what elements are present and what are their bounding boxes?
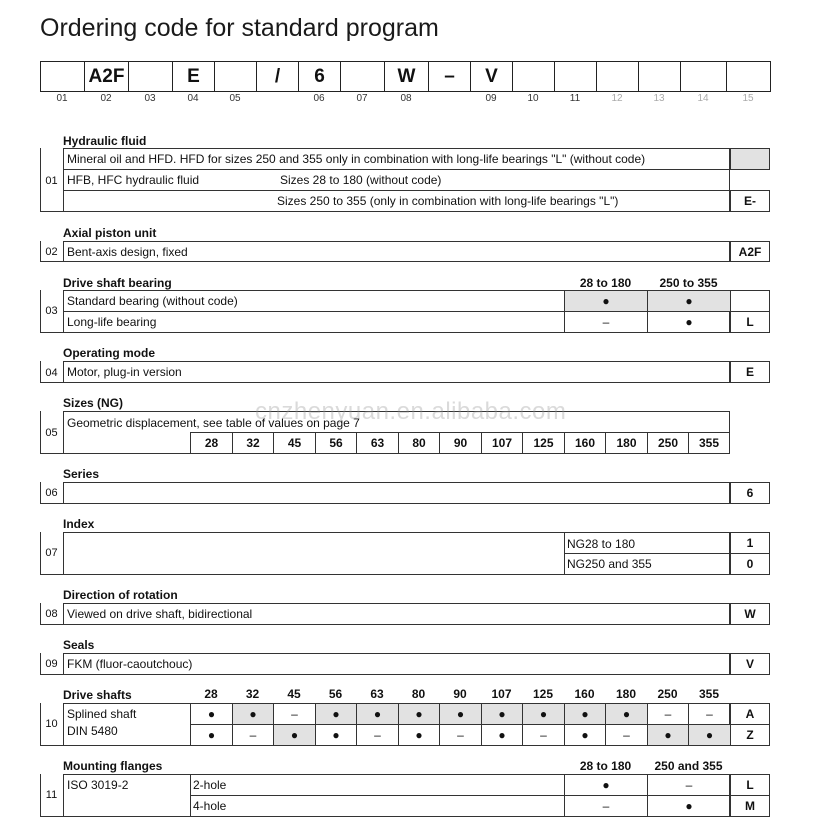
drive-shaft-size-header: 45	[287, 687, 301, 701]
drive-shaft-size-header: 28	[204, 687, 218, 701]
drive-shaft-availability-cell: –	[605, 725, 647, 745]
size-value-cell: 355	[688, 432, 730, 454]
code-position-box	[128, 61, 173, 92]
bearing-code-long-life: L	[730, 311, 770, 333]
drive-shaft-availability-cell: ●	[439, 704, 481, 724]
drive-shaft-availability-cell: ●	[605, 704, 647, 724]
rotation-row	[63, 603, 730, 625]
drive-shaft-availability-cell: ●	[315, 725, 356, 745]
code-position-box: 6	[298, 61, 341, 92]
code-position-number: 14	[697, 93, 709, 104]
drive-shaft-availability-cell: ●	[398, 704, 439, 724]
bearing-long-life-250-355: ●	[647, 312, 730, 332]
section-heading-series: Series	[63, 467, 100, 481]
hydraulic-code-3: E-	[730, 190, 770, 212]
drive-shaft-size-header: 63	[370, 687, 384, 701]
flange-col-2-header: 250 and 355	[654, 759, 723, 773]
size-value-cell: 250	[647, 432, 688, 454]
hydraulic-code-1	[730, 148, 770, 170]
hydraulic-row-1	[63, 148, 730, 170]
section-index: 09	[45, 658, 58, 670]
size-value-cell: 56	[315, 432, 356, 454]
drive-shaft-availability-cell: ●	[564, 704, 605, 724]
operating-row-text: Motor, plug-in version	[67, 365, 182, 379]
section-heading-direction-of-rotation: Direction of rotation	[63, 588, 178, 602]
code-position-number: 15	[742, 93, 754, 104]
size-value-cell: 80	[398, 432, 439, 454]
code-position-number: 10	[527, 93, 539, 104]
rotation-code: W	[730, 603, 770, 625]
code-position-box	[340, 61, 385, 92]
size-value-cell: 45	[273, 432, 315, 454]
section-index: 06	[45, 487, 58, 499]
flange-2hole-28-180: ●	[564, 775, 647, 795]
section-index: 10	[45, 718, 58, 730]
drive-shaft-size-header: 90	[453, 687, 467, 701]
drive-shaft-size-header: 355	[698, 687, 720, 701]
code-position-box	[40, 61, 85, 92]
axial-row	[63, 241, 730, 262]
code-position-number: 09	[485, 93, 497, 104]
flange-4hole-250-355: ●	[647, 796, 730, 816]
code-position-box: V	[470, 61, 513, 92]
code-position-number: 07	[356, 93, 368, 104]
seals-row-text: FKM (fluor-caoutchouc)	[67, 657, 193, 671]
section-heading-index: Index	[63, 517, 95, 531]
flange-code-l: L	[730, 774, 770, 796]
flange-code-m: M	[730, 795, 770, 817]
drive-shaft-availability-cell: –	[232, 725, 273, 745]
drive-shaft-availability-cell: ●	[273, 725, 315, 745]
code-position-box: E	[172, 61, 215, 92]
flange-col-1-header: 28 to 180	[579, 759, 632, 773]
section-index: 07	[45, 547, 58, 559]
drive-shaft-availability-cell: –	[439, 725, 481, 745]
bearing-code-standard	[730, 290, 770, 312]
drive-shaft-size-header: 32	[245, 687, 260, 701]
size-value-cell: 28	[190, 432, 232, 454]
drive-shaft-availability-cell: –	[522, 725, 564, 745]
series-row	[63, 482, 730, 504]
seals-code: V	[730, 653, 770, 675]
code-position-box	[726, 61, 771, 92]
flange-4hole-28-180: –	[564, 796, 647, 816]
code-position-box	[512, 61, 555, 92]
drive-shaft-availability-cell: ●	[522, 704, 564, 724]
drive-shaft-size-header: 107	[491, 687, 512, 701]
bearing-col-2-header: 250 to 355	[659, 276, 718, 290]
bearing-col-1-header: 28 to 180	[579, 276, 632, 290]
drive-shaft-availability-cell: –	[688, 704, 730, 724]
drive-shaft-size-header: 180	[615, 687, 637, 701]
drive-shaft-availability-cell: ●	[190, 704, 232, 724]
index-row-2-text: NG250 and 355	[567, 557, 652, 571]
code-position-number: 12	[611, 93, 623, 104]
page-title: Ordering code for standard program	[40, 14, 439, 42]
drive-shaft-size-header: 125	[532, 687, 554, 701]
operating-row	[63, 361, 730, 383]
drive-shaft-availability-cell: –	[647, 704, 688, 724]
section-heading-axial-piston-unit: Axial piston unit	[63, 226, 157, 240]
axial-code: A2F	[730, 241, 770, 262]
code-position-number: 03	[144, 93, 156, 104]
code-position-number: 01	[56, 93, 68, 104]
drive-shaft-code-a: A	[730, 703, 770, 725]
hydraulic-row-2-right: Sizes 28 to 180 (without code)	[280, 173, 442, 187]
bearing-standard-28-180: ●	[564, 291, 647, 311]
code-position-box	[214, 61, 257, 92]
flange-row-1-text: 2-hole	[193, 778, 227, 792]
drive-shaft-size-header: 80	[411, 687, 426, 701]
drive-shaft-availability-cell: ●	[647, 725, 688, 745]
drive-shaft-availability-cell: ●	[232, 704, 273, 724]
hydraulic-row-3	[63, 190, 730, 212]
section-heading-sizes: Sizes (NG)	[63, 396, 124, 410]
section-index: 04	[45, 367, 58, 379]
code-position-number: 08	[400, 93, 412, 104]
code-position-number: 05	[229, 93, 241, 104]
code-position-box: A2F	[84, 61, 129, 92]
size-value-cell: 32	[232, 432, 273, 454]
series-code: 6	[730, 482, 770, 504]
hydraulic-row-2	[63, 169, 730, 191]
section-index: 01	[45, 175, 58, 187]
code-position-number: 13	[653, 93, 665, 104]
code-position-box: –	[428, 61, 471, 92]
bearing-long-life-28-180: –	[564, 312, 647, 332]
code-position-box	[554, 61, 597, 92]
size-value-cell: 125	[522, 432, 564, 454]
drive-shaft-label-1: Splined shaft	[67, 707, 137, 721]
drive-shaft-availability-cell: ●	[688, 725, 730, 745]
drive-shaft-availability-cell: ●	[356, 704, 398, 724]
drive-shaft-size-header: 250	[657, 687, 678, 701]
flange-row-2-text: 4-hole	[193, 799, 227, 813]
hydraulic-row-3-right: Sizes 250 to 355 (only in combination with long-life bearings "L")	[277, 194, 619, 208]
sizes-description: Geometric displacement, see table of values on page 7	[67, 415, 360, 430]
section-index: 11	[45, 789, 58, 801]
bearing-row-standard-text: Standard bearing (without code)	[67, 294, 238, 308]
seals-row	[63, 653, 730, 675]
section-heading-seals: Seals	[63, 638, 95, 652]
index-code-1: 1	[730, 532, 770, 554]
section-index: 02	[45, 246, 58, 258]
drive-shaft-availability-cell: –	[273, 704, 315, 724]
drive-shaft-availability-cell: ●	[190, 725, 232, 745]
code-position-number: 02	[100, 93, 112, 104]
section-heading-mounting-flanges: Mounting flanges	[63, 759, 163, 773]
bearing-standard-250-355: ●	[647, 291, 730, 311]
drive-shaft-availability-cell: ●	[398, 725, 439, 745]
section-heading-operating-mode: Operating mode	[63, 346, 156, 360]
code-position-number: 11	[569, 93, 581, 104]
code-position-box: W	[384, 61, 429, 92]
flange-label: ISO 3019-2	[67, 778, 129, 792]
code-position-box	[596, 61, 639, 92]
hydraulic-row-1-text: Mineral oil and HFD. HFD for sizes 250 and 355 only in combination with long-life bearings "L" (without code)	[67, 152, 646, 166]
section-index: 05	[45, 427, 58, 439]
rotation-row-text: Viewed on drive shaft, bidirectional	[67, 607, 253, 621]
index-code-2: 0	[730, 553, 770, 575]
drive-shaft-code-z: Z	[730, 724, 770, 746]
code-position-number: 06	[313, 93, 325, 104]
drive-shaft-availability-cell: ●	[481, 725, 522, 745]
drive-shaft-size-header: 56	[328, 687, 343, 701]
section-heading-drive-shaft-bearing: Drive shaft bearing	[63, 276, 172, 290]
size-value-cell: 63	[356, 432, 398, 454]
code-position-box: /	[256, 61, 299, 92]
drive-shaft-availability-cell: ●	[315, 704, 356, 724]
size-value-cell: 107	[481, 432, 522, 454]
bearing-row-long-life-text: Long-life bearing	[67, 315, 157, 329]
section-heading-hydraulic-fluid: Hydraulic fluid	[63, 134, 147, 148]
drive-shaft-availability-cell: ●	[481, 704, 522, 724]
drive-shaft-label-2: DIN 5480	[67, 724, 118, 738]
section-index: 03	[45, 305, 58, 317]
index-row-1-text: NG28 to 180	[567, 537, 636, 551]
drive-shaft-availability-cell: –	[356, 725, 398, 745]
section-index: 08	[45, 608, 58, 620]
drive-shaft-size-header: 160	[574, 687, 595, 701]
axial-row-text: Bent-axis design, fixed	[67, 244, 188, 259]
hydraulic-row-2-left: HFB, HFC hydraulic fluid	[67, 173, 200, 187]
flange-2hole-250-355: –	[647, 775, 730, 795]
code-position-box	[680, 61, 727, 92]
size-value-cell: 160	[564, 432, 605, 454]
size-value-cell: 90	[439, 432, 481, 454]
code-position-number: 04	[187, 93, 199, 104]
watermark: cnzhenyuan.en.alibaba.com	[255, 398, 567, 425]
section-heading-drive-shafts: Drive shafts	[63, 688, 132, 702]
code-position-box	[638, 61, 681, 92]
drive-shaft-availability-cell: ●	[564, 725, 605, 745]
size-value-cell: 180	[605, 432, 647, 454]
operating-code: E	[730, 361, 770, 383]
